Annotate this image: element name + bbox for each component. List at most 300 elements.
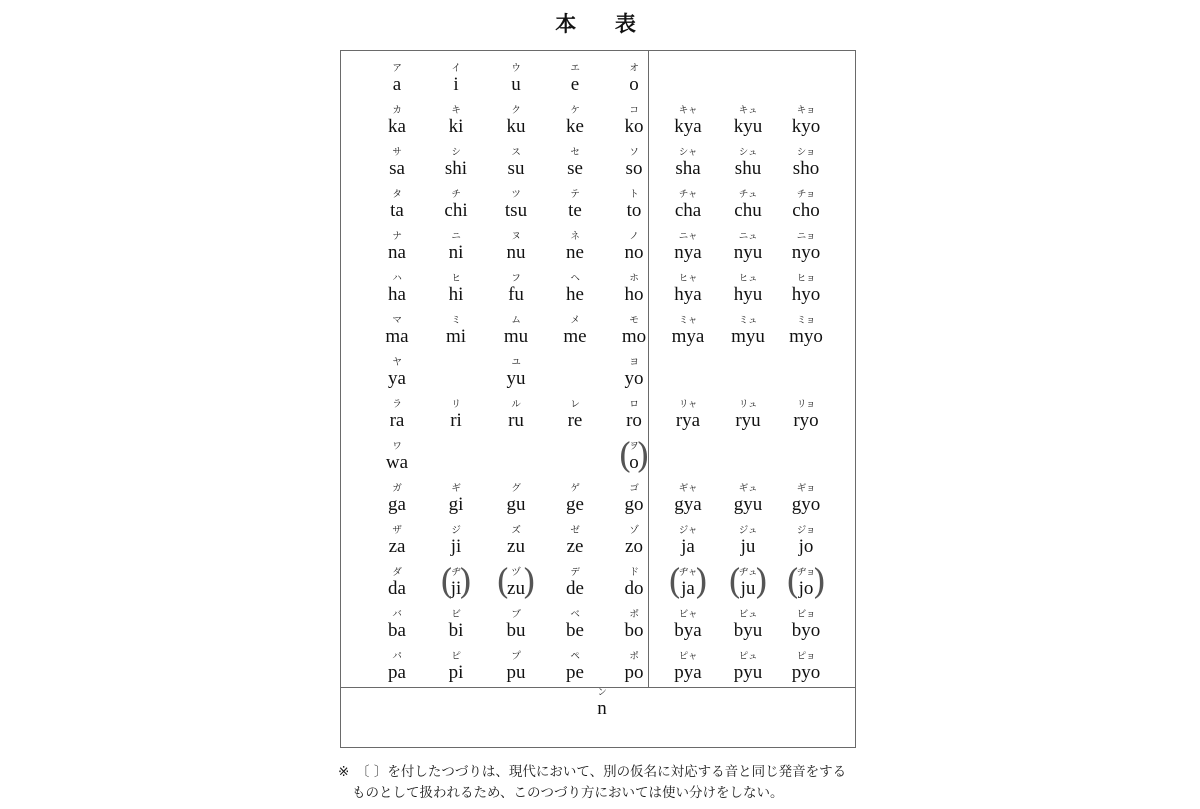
kana-cell-ze <box>543 525 607 557</box>
kana-row <box>648 525 857 567</box>
plain-reading <box>424 189 488 221</box>
romaji-text: zo <box>625 536 643 557</box>
kana-ruby: ジャ <box>678 525 698 536</box>
kana-ruby: ム <box>511 315 521 326</box>
kana-cell-i <box>424 63 488 95</box>
bracketed-variant <box>496 567 536 599</box>
kana-cell-cho <box>769 189 843 221</box>
plain-reading <box>769 525 843 557</box>
plain-reading <box>484 273 548 305</box>
romaji-text: shu <box>734 158 762 179</box>
bracketed-variant <box>618 441 650 473</box>
plain-reading <box>365 231 429 263</box>
kana-ruby: ヒュ <box>738 273 758 284</box>
plain-reading <box>365 189 429 221</box>
kana-row <box>341 273 648 315</box>
romaji-text: no <box>624 242 644 263</box>
kana-cell-ji <box>424 567 488 599</box>
kana-ruby: キ <box>451 105 461 116</box>
romaji-text: wa <box>385 452 409 473</box>
kana-ruby: ペ <box>570 651 580 662</box>
plain-reading <box>484 357 548 389</box>
plain-reading <box>424 609 488 641</box>
kana-ruby: ヘ <box>570 273 580 284</box>
plain-reading <box>484 105 548 137</box>
romaji-text: re <box>567 410 583 431</box>
romaji-text: cha <box>674 200 702 221</box>
romaji-text: hyu <box>733 284 763 305</box>
plain-reading <box>769 105 843 137</box>
romaji-text: ji <box>450 536 462 557</box>
plain-reading <box>424 273 488 305</box>
kana-ruby: ビョ <box>796 609 816 620</box>
romaji-text: a <box>392 74 402 95</box>
romaji-text: ma <box>385 326 409 347</box>
kana-ruby: ピ <box>451 651 461 662</box>
romaji-text: po <box>624 662 644 683</box>
plain-reading <box>769 147 843 179</box>
plain-reading <box>543 105 607 137</box>
plain-reading <box>484 651 548 683</box>
kana-ruby: ヤ <box>392 357 402 368</box>
kana-ruby: ニャ <box>678 231 698 242</box>
kana-ruby: ( ヂュ <box>738 567 758 578</box>
kana-ruby: ロ <box>629 399 639 410</box>
plain-reading <box>769 273 843 305</box>
romaji-text: ja <box>681 536 695 557</box>
kana-row <box>341 567 648 609</box>
kana-ruby: ラ <box>392 399 402 410</box>
romaji-text: myu <box>731 326 765 347</box>
romaji-text: chi <box>444 200 468 221</box>
romaji-text: nya <box>674 242 702 263</box>
romaji-text: e <box>570 74 580 95</box>
kana-ruby: リュ <box>738 399 758 410</box>
plain-reading <box>365 651 429 683</box>
kana-row <box>341 189 648 231</box>
romaji-text: shi <box>444 158 468 179</box>
kana-ruby: ト <box>629 189 639 200</box>
kana-cell-ku <box>484 105 548 137</box>
romaji-text: so <box>625 158 643 179</box>
plain-reading <box>543 609 607 641</box>
kana-cell-pyo <box>769 651 843 683</box>
kana-cell-ru <box>484 399 548 431</box>
kana-ruby: ミ <box>451 315 461 326</box>
kana-cell-ri <box>424 399 488 431</box>
plain-reading <box>543 315 607 347</box>
kana-row <box>341 483 648 525</box>
kana-cell-ha <box>365 273 429 305</box>
romaji-text: bo <box>624 620 644 641</box>
romaji-text: o <box>629 74 639 95</box>
kana-cell-ni <box>424 231 488 263</box>
kana-ruby: バ <box>392 609 402 620</box>
kana-ruby: モ <box>629 315 639 326</box>
romaji-text: pu <box>506 662 526 683</box>
kana-row <box>648 105 857 147</box>
kana-cell-myo <box>769 315 843 347</box>
romaji-text: byo <box>791 620 821 641</box>
plain-reading <box>769 315 843 347</box>
kana-ruby: ハ <box>392 273 402 284</box>
romaji-text: tsu <box>504 200 528 221</box>
kana-ruby: ビ <box>451 609 461 620</box>
kana-cell-wa <box>365 441 429 473</box>
romaji-text: mu <box>503 326 529 347</box>
romaji-text: bya <box>674 620 702 641</box>
kana-ruby: シュ <box>738 147 758 158</box>
romaji-text: pyo <box>791 662 821 683</box>
kana-row <box>648 189 857 231</box>
kana-cell-za <box>365 525 429 557</box>
kana-cell-se <box>543 147 607 179</box>
kana-cell-zu <box>484 525 548 557</box>
kana-ruby: チ <box>451 189 461 200</box>
romaji-text: chu <box>734 200 762 221</box>
kana-cell-nyo <box>769 231 843 263</box>
romaji-text: ri <box>450 410 462 431</box>
romaji-text: se <box>567 158 583 179</box>
kana-row <box>648 441 857 483</box>
romaji-text: myo <box>789 326 823 347</box>
kana-row <box>341 105 648 147</box>
kana-row <box>341 609 648 651</box>
kana-ruby: ボ <box>629 609 639 620</box>
bracketed-variant <box>728 567 768 599</box>
kana-ruby: パ <box>392 651 402 662</box>
romaji-text: ryo <box>793 410 819 431</box>
kana-ruby: メ <box>570 315 580 326</box>
bracketed-variant <box>668 567 708 599</box>
kana-ruby: ヌ <box>511 231 521 242</box>
kana-row <box>648 63 857 105</box>
plain-reading <box>424 231 488 263</box>
kana-ruby: ショ <box>796 147 816 158</box>
bracketed-variant <box>786 567 826 599</box>
kana-row <box>648 483 857 525</box>
kana-cell-re <box>543 399 607 431</box>
kana-cell-sa <box>365 147 429 179</box>
plain-reading <box>424 483 488 515</box>
romaji-text: go <box>624 494 644 515</box>
kana-ruby: オ <box>629 63 639 74</box>
kana-ruby: ワ <box>392 441 402 452</box>
kana-ruby: ( ヅ <box>511 567 521 578</box>
romaji-text: gyu <box>733 494 763 515</box>
kana-cell-ya <box>365 357 429 389</box>
romaji-text: pi <box>448 662 464 683</box>
kana-ruby: ビュ <box>738 609 758 620</box>
romaji-text: ryu <box>735 410 761 431</box>
romaji-text: da <box>388 578 406 599</box>
kana-ruby: ウ <box>511 63 521 74</box>
kana-ruby: ノ <box>629 231 639 242</box>
kana-row <box>341 231 648 273</box>
kana-row <box>648 609 857 651</box>
romaji-text: he <box>566 284 584 305</box>
kana-cell-jo <box>769 525 843 557</box>
kana-row <box>648 315 857 357</box>
kana-ruby: ヨ <box>629 357 639 368</box>
kana-ruby: リ <box>451 399 461 410</box>
plain-reading <box>365 63 429 95</box>
romaji-text: ge <box>566 494 584 515</box>
kana-cell-zu <box>484 567 548 599</box>
romaji-text: pyu <box>733 662 763 683</box>
kana-ruby: ザ <box>392 525 402 536</box>
kana-cell-ta <box>365 189 429 221</box>
plain-reading <box>769 231 843 263</box>
kana-ruby: ニ <box>451 231 461 242</box>
romaji-text: nu <box>506 242 526 263</box>
kana-cell-chi <box>424 189 488 221</box>
plain-reading <box>484 483 548 515</box>
romaji-text: kya <box>674 116 702 137</box>
romaji-text: zu <box>507 536 525 557</box>
kana-cell-e <box>543 63 607 95</box>
plain-reading <box>365 399 429 431</box>
kana-cell-fu <box>484 273 548 305</box>
romaji-text: ke <box>566 116 584 137</box>
romaji-text: pa <box>388 662 406 683</box>
romaji-text: gya <box>674 494 702 515</box>
kana-ruby: デ <box>570 567 580 578</box>
kana-cell-tsu <box>484 189 548 221</box>
romaji-text: ho <box>624 284 644 305</box>
romaji-text: hi <box>448 284 464 305</box>
kana-ruby: ピャ <box>678 651 698 662</box>
kana-ruby: セ <box>570 147 580 158</box>
plain-reading <box>543 525 607 557</box>
kana-cell-ba <box>365 609 429 641</box>
romaji-text: za <box>388 536 406 557</box>
romaji-text: ja <box>681 578 695 599</box>
kana-ruby: ケ <box>570 105 580 116</box>
kana-ruby: ユ <box>511 357 521 368</box>
kana-ruby: ジ <box>451 525 461 536</box>
kana-ruby: エ <box>570 63 580 74</box>
kana-ruby: ゴ <box>629 483 639 494</box>
kana-row <box>648 357 857 399</box>
romaji-text: fu <box>508 284 524 305</box>
romaji-text: ya <box>388 368 406 389</box>
kana-ruby: ヒ <box>451 273 461 284</box>
kana-ruby: ズ <box>511 525 521 536</box>
plain-reading <box>424 315 488 347</box>
kana-ruby: ギョ <box>796 483 816 494</box>
page-title: 本 表 <box>555 12 645 36</box>
romanization-table <box>340 50 856 748</box>
kana-cell-pe <box>543 651 607 683</box>
plain-reading <box>365 483 429 515</box>
kana-cell-ga <box>365 483 429 515</box>
romaji-text: to <box>626 200 642 221</box>
romaji-text: kyu <box>733 116 763 137</box>
romaji-text: ka <box>388 116 406 137</box>
kana-row <box>648 147 857 189</box>
kana-ruby: ギ <box>451 483 461 494</box>
kana-ruby: ソ <box>629 147 639 158</box>
kana-ruby: ( ヂョ <box>796 567 816 578</box>
plain-reading <box>543 147 607 179</box>
kana-row <box>341 525 648 567</box>
romaji-text: hya <box>674 284 702 305</box>
kana-ruby: ピョ <box>796 651 816 662</box>
kana-ruby: ツ <box>511 189 521 200</box>
kana-cell-su <box>484 147 548 179</box>
romaji-text: hyo <box>791 284 821 305</box>
kana-cell-pu <box>484 651 548 683</box>
kana-cell-byo <box>769 609 843 641</box>
kana-ruby: ビャ <box>678 609 698 620</box>
romaji-text: na <box>388 242 406 263</box>
kana-ruby: ギュ <box>738 483 758 494</box>
romaji-text: nyo <box>791 242 821 263</box>
kana-ruby: ネ <box>570 231 580 242</box>
kana-ruby: リョ <box>796 399 816 410</box>
kana-ruby: ニュ <box>738 231 758 242</box>
kana-ruby: ( ヂ <box>451 567 461 578</box>
kana-ruby: ミャ <box>678 315 698 326</box>
romaji-text: ju <box>740 536 756 557</box>
kana-ruby: フ <box>511 273 521 284</box>
kana-cell-na <box>365 231 429 263</box>
kana-ruby: ブ <box>511 609 521 620</box>
romaji-text: ro <box>626 410 642 431</box>
romaji-text: ze <box>566 536 584 557</box>
romaji-text: byu <box>733 620 763 641</box>
kana-cell-bu <box>484 609 548 641</box>
kana-ruby: ア <box>392 63 402 74</box>
kana-cell-hyo <box>769 273 843 305</box>
romaji-text: ba <box>388 620 406 641</box>
romaji-text: kyo <box>791 116 821 137</box>
kana-ruby: ベ <box>570 609 580 620</box>
kana-cell-mi <box>424 315 488 347</box>
romaji-text: ju <box>740 578 756 599</box>
romaji-text: bi <box>448 620 464 641</box>
romaji-text: yu <box>506 368 526 389</box>
plain-reading <box>484 399 548 431</box>
kana-cell-ka <box>365 105 429 137</box>
kana-cell-kyo <box>769 105 843 137</box>
plain-reading <box>484 63 548 95</box>
kana-ruby: チョ <box>796 189 816 200</box>
romaji-text: ji <box>450 578 462 599</box>
romaji-text: ra <box>389 410 405 431</box>
kana-cell-pi <box>424 651 488 683</box>
kana-cell-a <box>365 63 429 95</box>
kana-ruby: ポ <box>629 651 639 662</box>
kana-ruby: ゲ <box>570 483 580 494</box>
romaji-text: mya <box>671 326 705 347</box>
romaji-text: ku <box>506 116 526 137</box>
kana-cell-he <box>543 273 607 305</box>
plain-reading <box>424 525 488 557</box>
plain-reading <box>424 651 488 683</box>
kana-cell-jo <box>769 567 843 599</box>
romaji-text: sho <box>792 158 820 179</box>
romaji-text: zu <box>507 578 525 599</box>
kana-cell-yu <box>484 357 548 389</box>
kana-ruby: プ <box>511 651 521 662</box>
romaji-text: mo <box>621 326 647 347</box>
romaji-text: ta <box>390 200 404 221</box>
kana-ruby: キュ <box>738 105 758 116</box>
kana-cell-hi <box>424 273 488 305</box>
romaji-text: ga <box>388 494 406 515</box>
footnote <box>338 762 878 804</box>
kana-ruby: ヒャ <box>678 273 698 284</box>
plain-reading <box>769 609 843 641</box>
plain-reading <box>365 315 429 347</box>
kana-row <box>341 399 648 441</box>
kana-cell-ryo <box>769 399 843 431</box>
romaji-text: u <box>511 74 521 95</box>
kana-row <box>341 357 648 399</box>
romaji-text: sa <box>389 158 405 179</box>
kana-ruby: カ <box>392 105 402 116</box>
romaji-text: mi <box>445 326 467 347</box>
romaji-text: ne <box>566 242 584 263</box>
kana-ruby: ピュ <box>738 651 758 662</box>
romaji-text: me <box>563 326 587 347</box>
kana-cell-nu <box>484 231 548 263</box>
kana-ruby: ギャ <box>678 483 698 494</box>
kana-row <box>648 399 857 441</box>
plain-reading <box>543 567 607 599</box>
kana-ruby: ( ヂャ <box>678 567 698 578</box>
romaji-text: bu <box>506 620 526 641</box>
plain-reading <box>769 483 843 515</box>
kana-ruby: ル <box>511 399 521 410</box>
romaji-text: pe <box>566 662 584 683</box>
kana-ruby: チュ <box>738 189 758 200</box>
romaji-text: do <box>624 578 644 599</box>
kana-ruby: ダ <box>392 567 402 578</box>
romaji-text: i <box>453 74 459 95</box>
kana-cell-ki <box>424 105 488 137</box>
romaji-text: sha <box>675 158 701 179</box>
romaji-text: cho <box>792 200 820 221</box>
kana-ruby: サ <box>392 147 402 158</box>
romaji-text: gyo <box>791 494 821 515</box>
romaji-text: jo <box>798 536 814 557</box>
plain-reading <box>424 63 488 95</box>
romaji-text: te <box>568 200 582 221</box>
plain-reading <box>769 651 843 683</box>
romaji-text: de <box>566 578 584 599</box>
romaji-text: yo <box>624 368 644 389</box>
kana-cell-sho <box>769 147 843 179</box>
kana-cell-gyo <box>769 483 843 515</box>
kana-ruby: シャ <box>678 147 698 158</box>
kana-ruby: テ <box>570 189 580 200</box>
romaji-text: nyu <box>733 242 763 263</box>
kana-row <box>648 273 857 315</box>
romaji-text: ki <box>448 116 464 137</box>
plain-reading <box>769 399 843 431</box>
kana-ruby: ジョ <box>796 525 816 536</box>
kana-ruby: ス <box>511 147 521 158</box>
kana-ruby: ホ <box>629 273 639 284</box>
kana-ruby: マ <box>392 315 402 326</box>
bracketed-variant <box>440 567 473 599</box>
romaji-text: ni <box>448 242 464 263</box>
kana-ruby: レ <box>570 399 580 410</box>
romaji-text: o <box>629 452 639 473</box>
